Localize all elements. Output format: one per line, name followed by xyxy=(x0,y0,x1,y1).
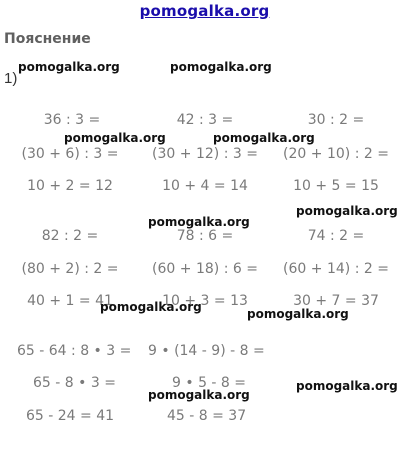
expression: 10 + 2 = 12 xyxy=(27,178,113,194)
expression: 45 - 8 = 37 xyxy=(167,408,247,424)
expression: 30 : 2 = xyxy=(307,112,365,128)
expression: (80 + 2) : 2 = xyxy=(21,261,119,277)
expression: 10 + 3 = 13 xyxy=(162,293,248,309)
site-header-link[interactable]: pomogalka.org xyxy=(139,2,270,20)
watermark-text: pomogalka.org xyxy=(148,388,250,402)
expression: 65 - 8 • 3 = xyxy=(33,375,116,391)
expression: 10 + 5 = 15 xyxy=(293,178,379,194)
watermark-text: pomogalka.org xyxy=(247,307,349,321)
expression: 65 - 24 = 41 xyxy=(26,408,115,424)
expression: 40 + 1 = 41 xyxy=(27,293,113,309)
watermark-text: pomogalka.org xyxy=(100,300,202,314)
expression: (20 + 10) : 2 = xyxy=(283,146,389,162)
expression: 30 + 7 = 37 xyxy=(293,293,379,309)
expression: 82 : 2 = xyxy=(41,228,99,244)
expression: (30 + 6) : 3 = xyxy=(21,146,119,162)
expression: 42 : 3 = xyxy=(176,112,234,128)
watermark-text: pomogalka.org xyxy=(64,131,166,145)
watermark-text: pomogalka.org xyxy=(296,204,398,218)
expression: 78 : 6 = xyxy=(176,228,234,244)
section-title: Пояснение xyxy=(4,31,91,47)
expression: 9 • 5 - 8 = xyxy=(172,375,247,391)
expression: (60 + 14) : 2 = xyxy=(283,261,389,277)
task-number: 1) xyxy=(4,70,18,87)
expression: (60 + 18) : 6 = xyxy=(152,261,258,277)
expression: 65 - 64 : 8 • 3 = xyxy=(17,343,132,359)
watermark-text: pomogalka.org xyxy=(296,379,398,393)
expression: 10 + 4 = 14 xyxy=(162,178,248,194)
expression: 36 : 3 = xyxy=(43,112,101,128)
watermark-text: pomogalka.org xyxy=(170,60,272,74)
watermark-text: pomogalka.org xyxy=(148,215,250,229)
watermark-text: pomogalka.org xyxy=(18,60,120,74)
expression: (30 + 12) : 3 = xyxy=(152,146,258,162)
watermark-text: pomogalka.org xyxy=(213,131,315,145)
expression: 74 : 2 = xyxy=(307,228,365,244)
expression: 9 • (14 - 9) - 8 = xyxy=(148,343,265,359)
